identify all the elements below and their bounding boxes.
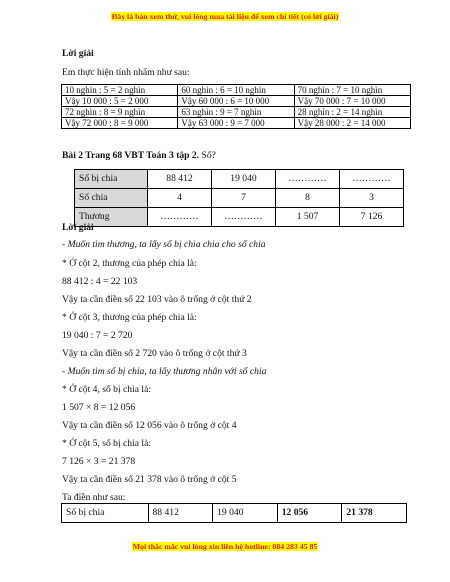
calc-cell: Vậy 72 000 : 8 = 9 000 — [62, 118, 178, 129]
calc-cell: 60 nghìn : 6 = 10 nghìn — [178, 85, 294, 96]
answer-cell-label: Số bị chia — [62, 504, 149, 523]
table-cell: ………… — [340, 170, 404, 189]
calc-cell: 63 nghìn : 9 = 7 nghìn — [178, 107, 294, 118]
answer-cell-filled: 21 378 — [342, 504, 407, 523]
exercise-question: Số? — [201, 150, 216, 161]
table-cell: 7 — [212, 189, 276, 208]
row-label-dividend: Số bị chia — [75, 170, 148, 189]
table-cell: 88 412 — [148, 170, 212, 189]
answer-cell-filled: 12 056 — [277, 504, 342, 523]
solution-line: 7 126 × 3 = 21 378 — [62, 456, 136, 467]
intro-text: Em thực hiện tính nhẩm như sau: — [62, 67, 190, 78]
answer-cell: 88 412 — [148, 504, 213, 523]
table-cell: 8 — [276, 189, 340, 208]
solution-line: Vậy ta cần điền số 21 378 vào ô trống ở cột 5 — [62, 474, 237, 485]
solution-line: Vậy ta cần điền số 2 720 vào ô trống ở cột thứ 3 — [62, 348, 247, 359]
solution-heading-1: Lời giải — [62, 48, 94, 59]
table-row — [75, 189, 404, 208]
calc-cell: 70 nghìn : 7 = 10 nghìn — [294, 85, 410, 96]
table-cell: 4 — [148, 189, 212, 208]
solution-line: Vậy ta cần điền số 12 056 vào ô trống ở cột 4 — [62, 420, 237, 431]
table-cell: ………… — [212, 208, 276, 227]
solution-line: Vậy ta cần điền số 22 103 vào ô trống ở cột thứ 2 — [62, 294, 252, 305]
mental-calc-table — [61, 84, 411, 129]
hotline-banner — [0, 542, 450, 551]
calc-cell: Vậy 63 000 : 9 = 7 000 — [178, 118, 294, 129]
solution-line: * Ở cột 4, số bị chia là: — [62, 384, 151, 395]
answer-cell: 19 040 — [213, 504, 278, 523]
table-cell: ………… — [148, 208, 212, 227]
solution-line: 88 412 : 4 = 22 103 — [62, 276, 138, 287]
table-cell: ………… — [276, 170, 340, 189]
calc-cell: 28 nghìn : 2 = 14 nghìn — [294, 107, 410, 118]
preview-notice-banner — [0, 12, 450, 21]
calc-cell: 72 nghìn : 8 = 9 nghìn — [62, 107, 178, 118]
calc-cell: Vậy 10 000 : 5 = 2 000 — [62, 96, 178, 107]
calc-cell: Vậy 60 000 : 6 = 10 000 — [178, 96, 294, 107]
solution-line: * Ở cột 5, số bị chia là: — [62, 438, 151, 449]
exercise-title: Bài 2 Trang 68 VBT Toán 3 tập 2. — [62, 150, 200, 161]
table-cell: 1 507 — [276, 208, 340, 227]
calc-cell: 10 nghìn : 5 = 2 nghìn — [62, 85, 178, 96]
calc-cell: Vậy 28 000 : 2 = 14 000 — [294, 118, 410, 129]
row-label-quotient: Thương — [75, 208, 148, 227]
answer-table — [61, 503, 407, 523]
solution-line: 19 040 : 7 = 2 720 — [62, 330, 133, 341]
hotline-text: Mọi thắc mắc vui lòng xin liên hệ hotline: 084 283 45 85 — [132, 542, 318, 551]
table-cell: 19 040 — [212, 170, 276, 189]
table-row — [75, 170, 404, 189]
table-cell: 3 — [340, 189, 404, 208]
solution-line: 1 507 × 8 = 12 056 — [62, 402, 136, 413]
table-cell: 7 126 — [340, 208, 404, 227]
exercise-title-line — [62, 150, 216, 161]
division-table — [74, 169, 404, 227]
solution-line: Ta điền như sau: — [62, 492, 126, 503]
solution-line: * Ở cột 2, thương của phép chia là: — [62, 258, 197, 269]
rule-text-2: - Muốn tìm số bị chia, ta lấy thương nhân với số chia — [62, 366, 267, 377]
solution-heading-2: Lời giải — [62, 222, 94, 233]
preview-notice-text: Đây là bản xem thử, vui lòng mua tài liệu để xem chi tiết (có lời giải) — [111, 12, 339, 21]
table-row — [75, 208, 404, 227]
row-label-divisor: Số chia — [75, 189, 148, 208]
solution-line: * Ở cột 3, thương của phép chia là: — [62, 312, 197, 323]
rule-text-1: - Muốn tìm thương, ta lấy số bị chia chia cho số chia — [62, 239, 266, 250]
table-row — [62, 504, 407, 523]
calc-cell: Vậy 70 000 : 7 = 10 000 — [294, 96, 410, 107]
